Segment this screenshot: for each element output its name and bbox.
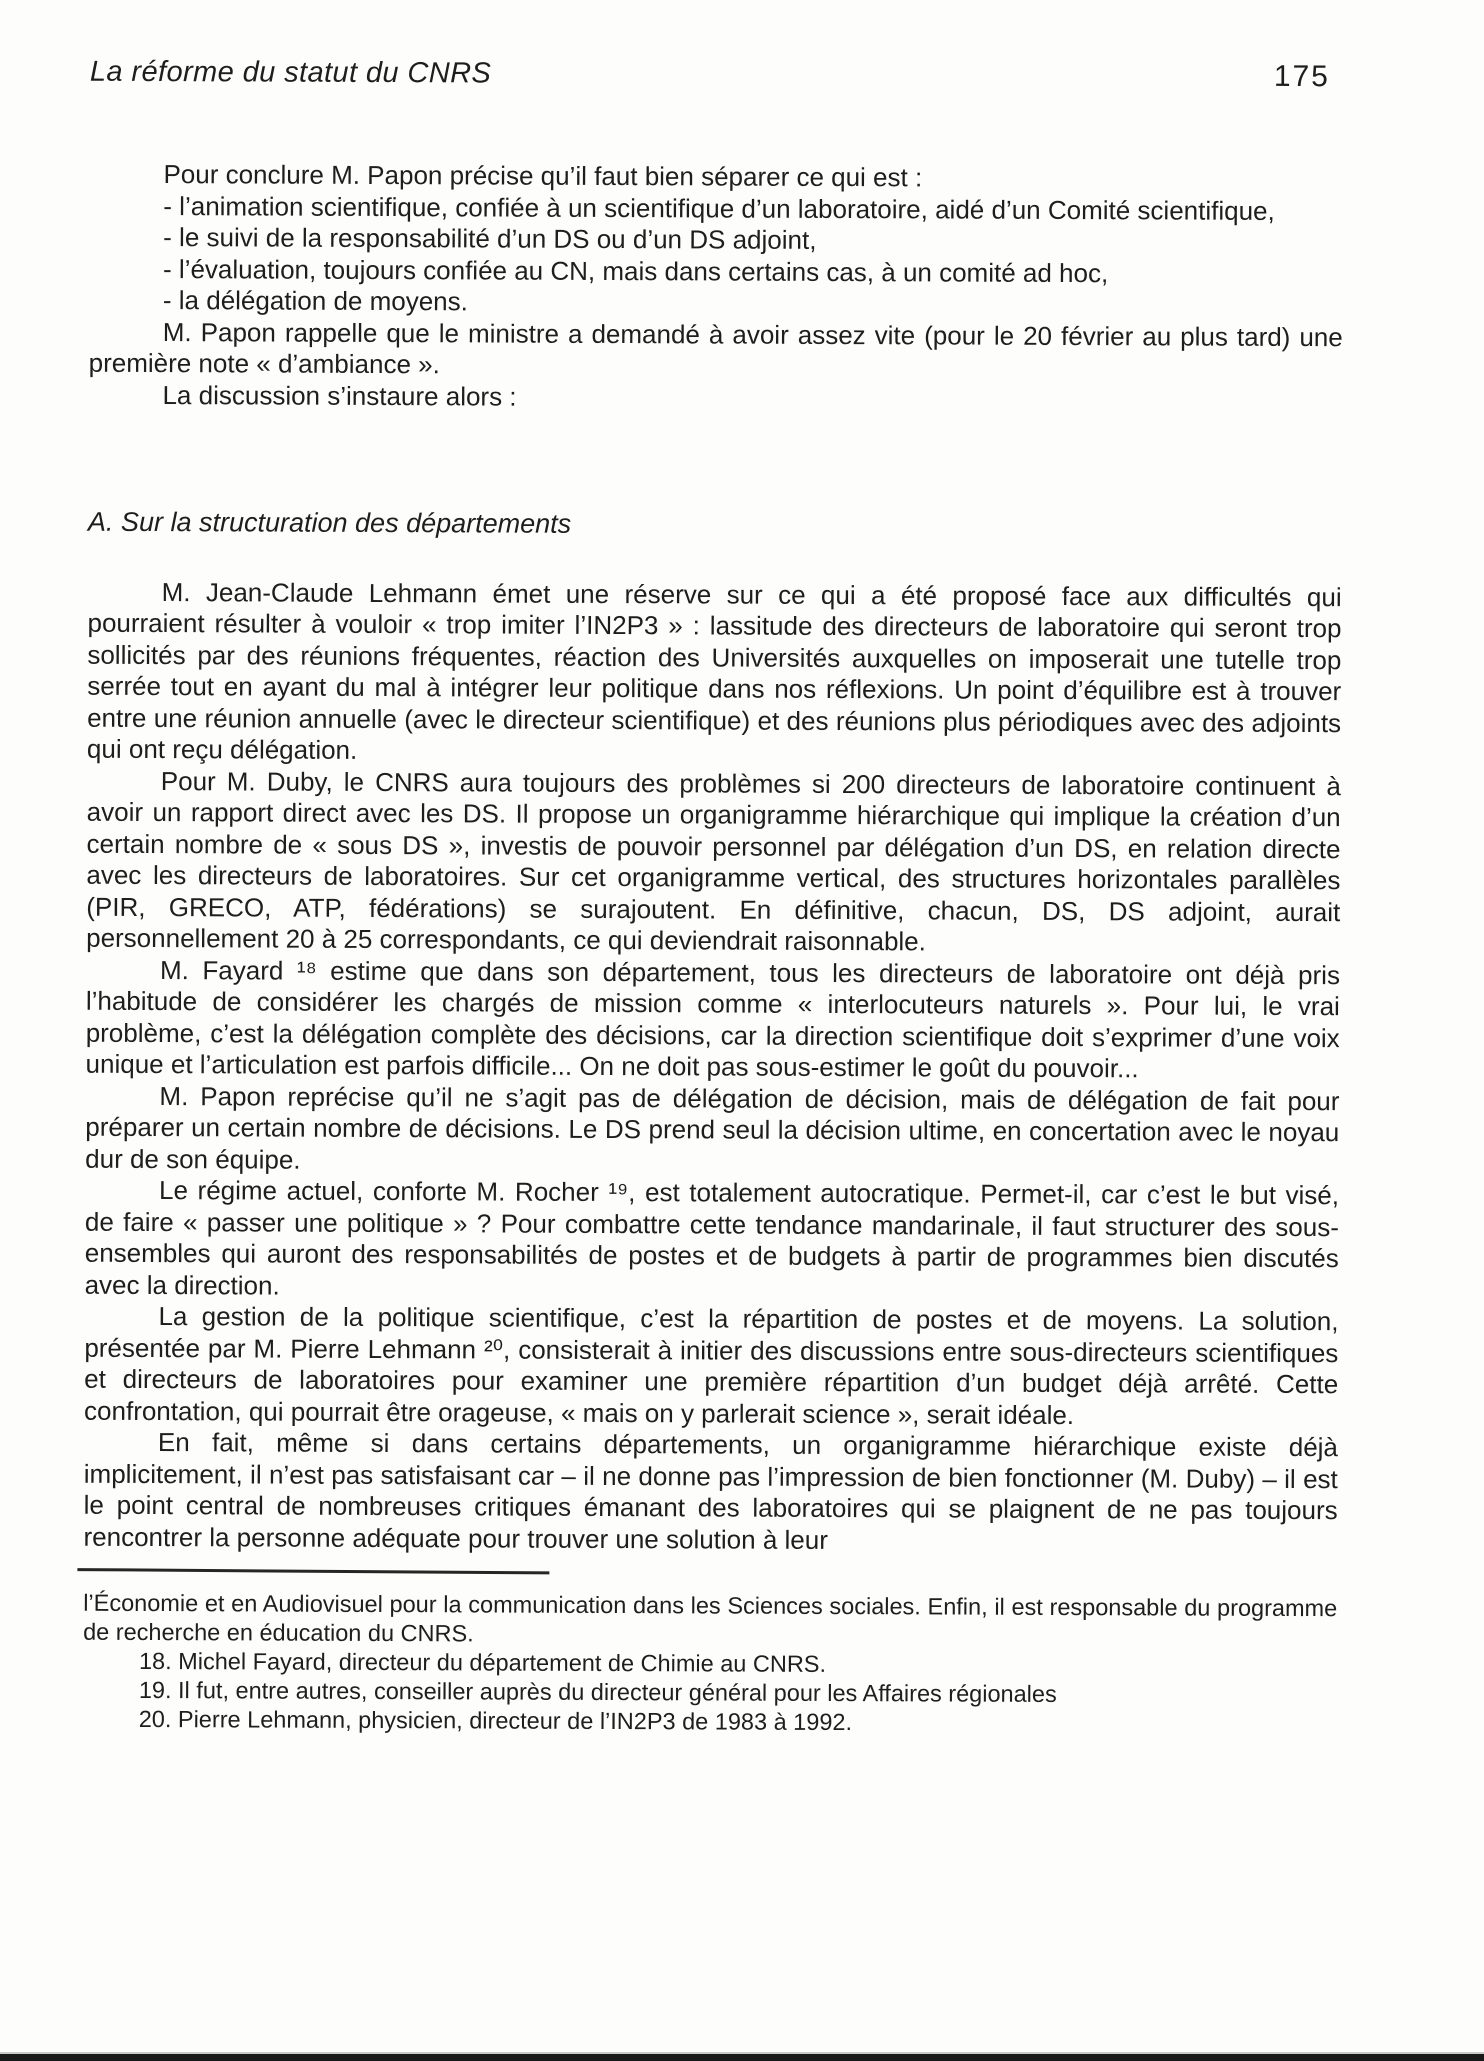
footnote-text: Il fut, entre autres, conseiller auprès du directeur général pour les Affaires régionales <box>171 1677 1057 1707</box>
paragraph: Pour conclure M. Papon précise qu’il faut bien séparer ce qui est : <box>163 159 923 193</box>
paragraph: - le suivi de la responsabilité d’un DS ou d’un DS adjoint, <box>163 222 817 255</box>
footnote-number: 20. <box>138 1705 172 1733</box>
paragraph: - l’animation scientifique, confiée à un scientifique d’un laboratoire, aidé d’un Comité scientifique, <box>163 190 1275 226</box>
footnote-text: Pierre Lehmann, physicien, directeur de l’IN2P3 de 1983 à 1992. <box>171 1706 853 1736</box>
footnote-continuation: l’Économie et en Audiovisuel pour la communication dans les Sciences sociales. Enfin, il est responsable du programme de recherche en éducation du CNRS. <box>83 1589 1338 1647</box>
paragraph: M. Papon rappelle que le ministre a demandé à avoir assez vite (pour le 20 février au plus tard) une première note « d’ambiance ». <box>88 316 1343 380</box>
footnote-number: 19. <box>138 1676 172 1704</box>
paragraph: M. Fayard ¹⁸ estime que dans son département, tous les directeurs de laboratoire ont déjà pris l’habitude de considérer les chargés de mission comme « interlocuteurs naturels ». Pour lui, le vrai problème, c’est la délégation complète des décisions, car la direction scientifique doit s’exprimer d’une voix unique et l’articulation est parfois difficile... On ne doit pas sous-estimer le goût du pouvoir... <box>85 954 1341 1084</box>
paragraph: En fait, même si dans certains départements, un organigramme hiérarchique existe déjà implicitement, il n’est pas satisfaisant car – il ne donne pas l’impression de bien fonctionner (M. Duby) – il est le point central de nombreuses critiques émanant des laboratoires qui se plaignent de ne pas toujours rencontrer la personne adéquate pour trouver une solution à leur <box>83 1427 1339 1555</box>
paragraph: La discussion s’instaure alors : <box>162 379 517 412</box>
page-header <box>90 55 1344 94</box>
footnote-item <box>83 1705 1337 1739</box>
footnotes-section <box>83 1569 1338 1739</box>
page-content <box>83 55 1344 1739</box>
paragraph: M. Papon reprécise qu’il ne s’agit pas de délégation de décision, mais de délégation de fait pour préparer un certain nombre de décisions. Le DS prend seul la décision ultime, en concertation avec le noyau dur de son équipe. <box>85 1080 1340 1175</box>
page-number: 175 <box>1273 59 1330 94</box>
running-title: La réforme du statut du CNRS <box>89 55 492 90</box>
footnote-text: Michel Fayard, directeur du département de Chimie au CNRS. <box>171 1648 827 1677</box>
paragraph: La gestion de la politique scientifique, c’est la répartition de postes et de moyens. La solution, présentée par M. Pierre Lehmann ²⁰, consisterait à initier des discussions entre sous-directeurs scientifiques et directeurs de laboratoires pour examiner une première répartition d’un budget déjà arrêté. Cette confrontation, qui pourrait être orageuse, « mais on y parlerait science », serait idéale. <box>84 1301 1339 1430</box>
footnote-list <box>83 1647 1337 1739</box>
paragraph: M. Jean-Claude Lehmann émet une réserve sur ce qui a été proposé face aux difficultés qui pourraient résulter à vouloir « trop imiter l’IN2P3 » : lassitude des directeurs de laboratoire qui seront trop sollicités par des réunions fréquentes, réaction des Universités auxquelles on imposerait une tutelle trop serrée tout en ayant du mal à intégrer leur politique dans nos réflexions. Un point d’équilibre est à trouver entre une réunion annuelle (avec le directeur scientifique) et des réunions plus périodiques avec des adjoints qui ont reçu délégation. <box>86 576 1342 765</box>
body-content <box>83 159 1343 1558</box>
footnote-number: 18. <box>138 1647 172 1675</box>
paragraph: Pour M. Duby, le CNRS aura toujours des problèmes si 200 directeurs de laboratoire continuent à avoir un rapport direct avec les DS. Il propose un organigramme hiérarchique qui implique la création d’un certain nombre de « sous DS », investis de pouvoir personnel par délégation d’un DS, en relation directe avec les directeurs de laboratoires. Sur cet organigramme vertical, des structures horizontales parallèles (PIR, GRECO, ATP, fédérations) se surajoutent. En définitive, chacun, DS, DS adjoint, aurait personnellement 20 à 25 correspondants, ce qui deviendrait raisonnable. <box>86 765 1341 957</box>
section-heading: A. Sur la structuration des départements <box>87 506 572 539</box>
footnote-rule <box>77 1568 549 1574</box>
scan-edge-artifact <box>0 2054 1484 2061</box>
paragraph: - la délégation de moyens. <box>162 285 468 317</box>
paragraph: Le régime actuel, conforte M. Rocher ¹⁹, est totalement autocratique. Permet-il, car c’est le but visé, de faire « passer une politique » ? Pour combattre cette tendance mandarinale, il faut structurer des sous-ensembles qui auront des responsabilités de postes et de budgets à partir de programmes bien discutés avec la direction. <box>84 1175 1340 1301</box>
paragraph: - l’évaluation, toujours confiée au CN, mais dans certains cas, à un comité ad hoc, <box>163 253 1109 288</box>
